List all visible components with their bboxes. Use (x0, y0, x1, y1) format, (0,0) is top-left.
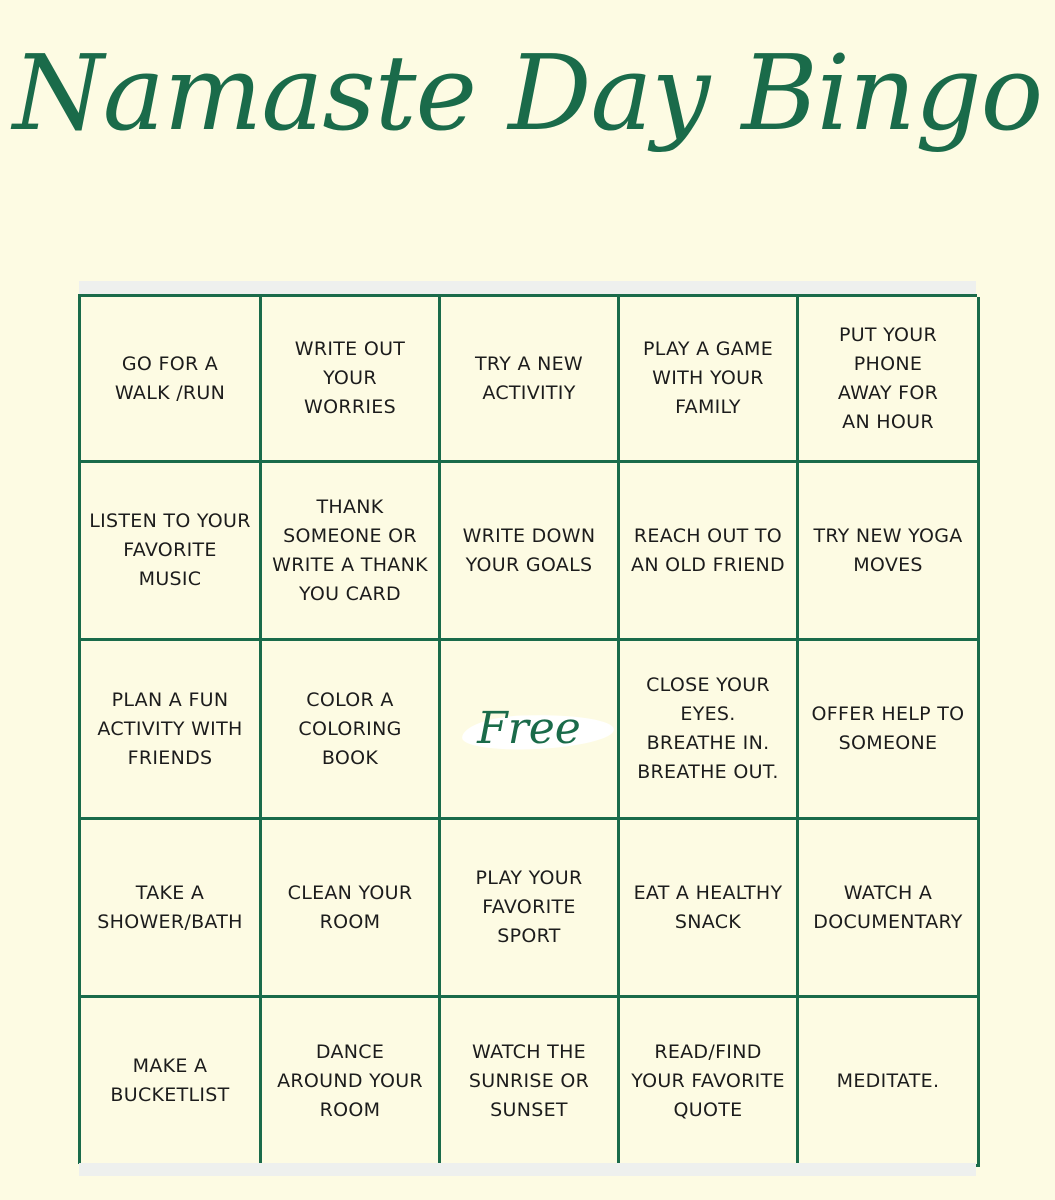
page-title: Namaste Day Bingo (12, 32, 1043, 154)
bingo-cell (441, 998, 620, 1167)
bingo-cell (799, 998, 980, 1167)
bingo-cell (799, 820, 980, 998)
bingo-cell (262, 998, 441, 1167)
bingo-cell (81, 641, 262, 820)
bingo-cell-label: TAKE A SHOWER/BATH (97, 881, 243, 933)
bingo-cell (441, 820, 620, 998)
bingo-cell-label: CLEAN YOUR ROOM (287, 881, 413, 933)
free-space-label: Free (477, 703, 581, 754)
bingo-cell-label: PLAN A FUN ACTIVITY WITH FRIENDS (97, 688, 243, 769)
bingo-cell-label: DANCE AROUND YOUR ROOM (277, 1040, 423, 1121)
bingo-cell-label: PUT YOUR PHONE AWAY FOR AN HOUR (837, 323, 939, 433)
bingo-cell-label: LISTEN TO YOUR FAVORITE MUSIC (89, 510, 251, 590)
bingo-cell-label: REACH OUT TO AN OLD FRIEND (631, 524, 785, 576)
bingo-cell-label: THANK SOMEONE OR WRITE A THANK YOU CARD (272, 495, 428, 605)
bingo-cell (799, 463, 980, 641)
bingo-cell (262, 463, 441, 641)
free-space (454, 699, 604, 759)
board-bottom-band (79, 1163, 976, 1176)
bingo-cell (799, 297, 980, 463)
bingo-cell (81, 820, 262, 998)
bingo-cell (81, 297, 262, 463)
bingo-cell-label: GO FOR A WALK /RUN (114, 352, 226, 404)
bingo-cell-label: MEDITATE. (836, 1069, 940, 1092)
bingo-cell-label: TRY A NEW ACTIVITIY (475, 352, 583, 404)
bingo-cell-label: TRY NEW YOGA MOVES (813, 524, 963, 576)
bingo-cell-label: PLAY A GAME WITH YOUR FAMILY (642, 338, 774, 418)
bingo-cell (441, 463, 620, 641)
bingo-cell (620, 297, 799, 463)
bingo-cell (262, 820, 441, 998)
bingo-cell-label: WATCH A DOCUMENTARY (813, 881, 963, 933)
board-top-band (79, 281, 976, 295)
bingo-cell (441, 297, 620, 463)
bingo-cell (799, 641, 980, 820)
bingo-cell-label: WRITE DOWN YOUR GOALS (462, 524, 596, 576)
bingo-cell (262, 641, 441, 820)
bingo-cell-label: WRITE OUT YOUR WORRIES (294, 338, 406, 418)
bingo-cell-label: WATCH THE SUNRISE OR SUNSET (468, 1040, 590, 1121)
bingo-cell (620, 641, 799, 820)
bingo-cell (620, 998, 799, 1167)
bingo-cell-label: OFFER HELP TO SOMEONE (811, 703, 965, 754)
free-space-cell (441, 641, 620, 820)
bingo-board (78, 294, 977, 1164)
bingo-cell-label: EAT A HEALTHY SNACK (633, 881, 783, 933)
bingo-cell-label: MAKE A BUCKETLIST (110, 1055, 230, 1106)
bingo-cell-label: COLOR A COLORING BOOK (298, 688, 402, 769)
bingo-cell-label: CLOSE YOUR EYES. BREATHE IN. BREATHE OUT. (637, 674, 779, 783)
bingo-cell (262, 297, 441, 463)
bingo-cell (81, 463, 262, 641)
bingo-cell-label: PLAY YOUR FAVORITE SPORT (475, 867, 583, 947)
bingo-cell (620, 820, 799, 998)
bingo-cell (620, 463, 799, 641)
bingo-cell-label: READ/FIND YOUR FAVORITE QUOTE (631, 1040, 785, 1121)
bingo-cell (81, 998, 262, 1167)
